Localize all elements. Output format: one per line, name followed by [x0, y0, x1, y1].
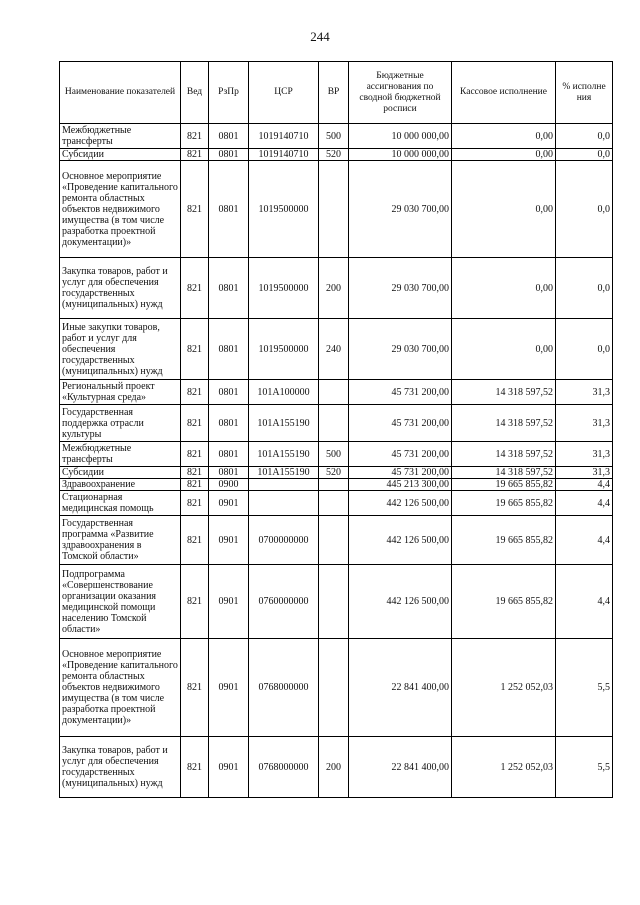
row-ved: 821	[181, 442, 209, 467]
table-header-row	[60, 62, 613, 124]
table-row	[60, 639, 613, 737]
row-assignment: 45 731 200,00	[349, 442, 452, 467]
row-cash-execution: 1 252 052,03	[452, 639, 556, 737]
row-cash-execution: 0,00	[452, 161, 556, 258]
table-row	[60, 149, 613, 161]
row-vr	[319, 405, 349, 442]
row-csr: 1019500000	[249, 258, 319, 319]
row-csr: 101A155190	[249, 442, 319, 467]
table-row	[60, 516, 613, 565]
row-rzpr: 0901	[209, 639, 249, 737]
row-ved: 821	[181, 479, 209, 491]
header-csr: ЦСР	[249, 62, 319, 124]
row-name: Межбюджетные трансферты	[60, 442, 181, 467]
row-name: Здравоохранение	[60, 479, 181, 491]
row-csr: 101A155190	[249, 467, 319, 479]
budget-execution-table	[59, 61, 613, 798]
row-ved: 821	[181, 516, 209, 565]
row-percent: 0,0	[556, 319, 613, 380]
row-csr: 0700000000	[249, 516, 319, 565]
row-rzpr: 0901	[209, 516, 249, 565]
row-rzpr: 0801	[209, 258, 249, 319]
row-name: Субсидии	[60, 467, 181, 479]
row-cash-execution: 14 318 597,52	[452, 442, 556, 467]
row-ved: 821	[181, 467, 209, 479]
row-vr: 200	[319, 258, 349, 319]
row-cash-execution: 19 665 855,82	[452, 516, 556, 565]
row-vr	[319, 161, 349, 258]
row-assignment: 442 126 500,00	[349, 565, 452, 639]
row-assignment: 22 841 400,00	[349, 639, 452, 737]
table-row	[60, 565, 613, 639]
row-assignment: 45 731 200,00	[349, 405, 452, 442]
row-csr	[249, 491, 319, 516]
row-percent: 4,4	[556, 491, 613, 516]
row-cash-execution: 1 252 052,03	[452, 737, 556, 798]
row-assignment: 10 000 000,00	[349, 149, 452, 161]
row-percent: 0,0	[556, 161, 613, 258]
row-vr	[319, 516, 349, 565]
row-vr: 520	[319, 467, 349, 479]
row-vr: 500	[319, 442, 349, 467]
row-assignment: 22 841 400,00	[349, 737, 452, 798]
header-vr: ВР	[319, 62, 349, 124]
row-rzpr: 0900	[209, 479, 249, 491]
row-name: Основное мероприятие «Проведение капитального ремонта областных объектов недвижимого имущества (в том числе разработка проектной документации)»	[60, 161, 181, 258]
row-name: Государственная поддержка отрасли культуры	[60, 405, 181, 442]
row-assignment: 45 731 200,00	[349, 467, 452, 479]
row-cash-execution: 19 665 855,82	[452, 479, 556, 491]
row-vr	[319, 565, 349, 639]
row-assignment: 445 213 300,00	[349, 479, 452, 491]
row-rzpr: 0801	[209, 380, 249, 405]
row-vr	[319, 380, 349, 405]
row-vr: 500	[319, 124, 349, 149]
row-vr: 520	[319, 149, 349, 161]
row-ved: 821	[181, 737, 209, 798]
row-vr	[319, 479, 349, 491]
row-percent: 0,0	[556, 258, 613, 319]
row-rzpr: 0801	[209, 405, 249, 442]
row-percent: 5,5	[556, 737, 613, 798]
row-ved: 821	[181, 161, 209, 258]
row-percent: 31,3	[556, 442, 613, 467]
row-rzpr: 0901	[209, 737, 249, 798]
row-ved: 821	[181, 565, 209, 639]
row-assignment: 10 000 000,00	[349, 124, 452, 149]
row-ved: 821	[181, 380, 209, 405]
row-rzpr: 0801	[209, 149, 249, 161]
table-row	[60, 491, 613, 516]
row-assignment: 45 731 200,00	[349, 380, 452, 405]
row-assignment: 29 030 700,00	[349, 319, 452, 380]
row-csr: 0768000000	[249, 639, 319, 737]
row-cash-execution: 19 665 855,82	[452, 565, 556, 639]
row-csr: 1019140710	[249, 124, 319, 149]
row-percent: 0,0	[556, 149, 613, 161]
row-name: Субсидии	[60, 149, 181, 161]
row-cash-execution: 14 318 597,52	[452, 467, 556, 479]
table-row	[60, 405, 613, 442]
row-percent: 31,3	[556, 467, 613, 479]
table-row	[60, 380, 613, 405]
row-percent: 31,3	[556, 405, 613, 442]
row-csr: 101A155190	[249, 405, 319, 442]
row-rzpr: 0801	[209, 319, 249, 380]
table-body	[60, 124, 613, 798]
row-name: Стационарная медицинская помощь	[60, 491, 181, 516]
row-assignment: 442 126 500,00	[349, 491, 452, 516]
row-csr: 1019500000	[249, 161, 319, 258]
table-row	[60, 442, 613, 467]
row-ved: 821	[181, 319, 209, 380]
row-vr: 240	[319, 319, 349, 380]
header-name: Наименование показателей	[60, 62, 181, 124]
row-vr: 200	[319, 737, 349, 798]
row-percent: 31,3	[556, 380, 613, 405]
row-ved: 821	[181, 405, 209, 442]
row-name: Закупка товаров, работ и услуг для обеспечения государственных (муниципальных) нужд	[60, 737, 181, 798]
row-vr	[319, 491, 349, 516]
row-csr	[249, 479, 319, 491]
table-row	[60, 467, 613, 479]
row-ved: 821	[181, 639, 209, 737]
row-cash-execution: 0,00	[452, 124, 556, 149]
row-csr: 1019500000	[249, 319, 319, 380]
row-cash-execution: 0,00	[452, 149, 556, 161]
row-percent: 4,4	[556, 565, 613, 639]
row-assignment: 29 030 700,00	[349, 161, 452, 258]
page-number: 244	[310, 29, 330, 44]
row-csr: 1019140710	[249, 149, 319, 161]
row-rzpr: 0901	[209, 491, 249, 516]
row-cash-execution: 0,00	[452, 258, 556, 319]
row-assignment: 442 126 500,00	[349, 516, 452, 565]
row-assignment: 29 030 700,00	[349, 258, 452, 319]
table-row	[60, 319, 613, 380]
row-cash-execution: 14 318 597,52	[452, 405, 556, 442]
row-cash-execution: 14 318 597,52	[452, 380, 556, 405]
table-row	[60, 161, 613, 258]
header-assignments: Бюджетные ассигнования по сводной бюджетной росписи	[349, 62, 452, 124]
row-rzpr: 0801	[209, 442, 249, 467]
row-name: Подпрограмма «Совершенствование организации оказания медицинской помощи населению Томской области»	[60, 565, 181, 639]
row-name: Государственная программа «Развитие здравоохранения в Томской области»	[60, 516, 181, 565]
row-csr: 0768000000	[249, 737, 319, 798]
row-ved: 821	[181, 124, 209, 149]
row-name: Региональный проект «Культурная среда»	[60, 380, 181, 405]
row-vr	[319, 639, 349, 737]
row-csr: 0760000000	[249, 565, 319, 639]
table-row	[60, 258, 613, 319]
row-name: Закупка товаров, работ и услуг для обеспечения государственных (муниципальных) нужд	[60, 258, 181, 319]
table-row	[60, 737, 613, 798]
row-rzpr: 0801	[209, 467, 249, 479]
header-cash-execution: Кассовое исполнение	[452, 62, 556, 124]
row-ved: 821	[181, 491, 209, 516]
row-name: Иные закупки товаров, работ и услуг для обеспечения государственных (муниципальных) нужд	[60, 319, 181, 380]
header-ved: Вед	[181, 62, 209, 124]
row-ved: 821	[181, 149, 209, 161]
row-name: Межбюджетные трансферты	[60, 124, 181, 149]
row-cash-execution: 19 665 855,82	[452, 491, 556, 516]
row-percent: 5,5	[556, 639, 613, 737]
header-rzpr: РзПр	[209, 62, 249, 124]
row-ved: 821	[181, 258, 209, 319]
table-row	[60, 479, 613, 491]
row-rzpr: 0801	[209, 124, 249, 149]
row-cash-execution: 0,00	[452, 319, 556, 380]
row-csr: 101A100000	[249, 380, 319, 405]
row-percent: 0,0	[556, 124, 613, 149]
row-name: Основное мероприятие «Проведение капитального ремонта областных объектов недвижимого имущества (в том числе разработка проектной документации)»	[60, 639, 181, 737]
header-percent: % исполне ния	[556, 62, 613, 124]
row-percent: 4,4	[556, 516, 613, 565]
row-percent: 4,4	[556, 479, 613, 491]
table-row	[60, 124, 613, 149]
row-rzpr: 0801	[209, 161, 249, 258]
row-rzpr: 0901	[209, 565, 249, 639]
